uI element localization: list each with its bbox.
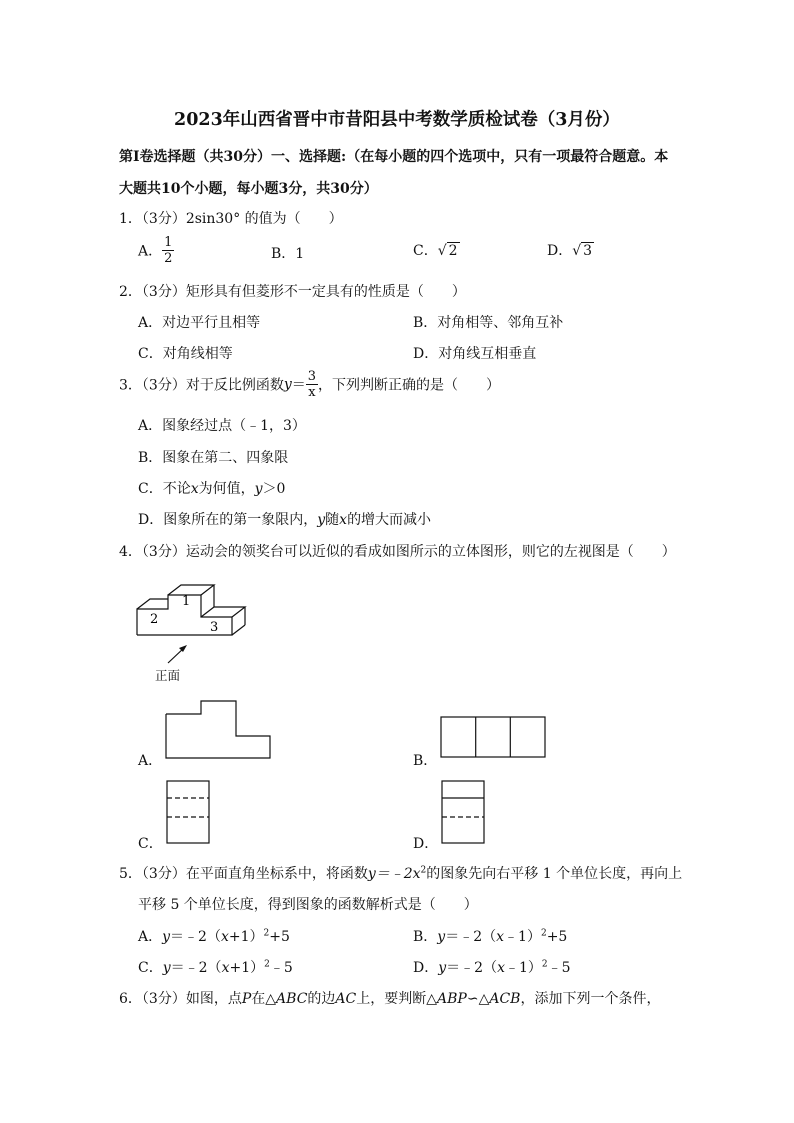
triangle-abp: ABP — [437, 991, 467, 1007]
text: ＝﹣2（ — [170, 960, 222, 976]
text: C．不论 — [138, 481, 191, 497]
var-y: y — [437, 929, 446, 945]
q1-option-d — [547, 240, 594, 260]
q3-option-a: A．图象经过点（﹣1，3） — [138, 418, 306, 434]
q1-option-b: B．1 — [271, 246, 305, 262]
podium-top-2 — [137, 599, 168, 609]
sqrt: √ 3 — [572, 243, 593, 259]
var-x: x — [496, 929, 505, 945]
text: D． — [413, 960, 439, 976]
q1-option-c — [413, 240, 460, 260]
var-x: x — [339, 512, 348, 528]
equals: ＝ — [291, 377, 306, 394]
q2-option-c: C．对角线相等 — [138, 346, 233, 362]
text: ﹣5 — [547, 960, 571, 976]
question-4-stem: 4．（3分）运动会的领奖台可以近似的看成如图所示的立体图形，则它的左视图是（ ） — [119, 544, 676, 560]
text: B． — [413, 929, 438, 945]
exponent: 2 — [420, 865, 427, 876]
text: +5 — [546, 929, 568, 945]
text: ＞0 — [262, 481, 286, 497]
triangle-abc: ABC — [276, 991, 308, 1007]
podium-figure — [130, 565, 255, 690]
q4-option-a-label: A． — [138, 753, 163, 769]
podium-label-2: 2 — [150, 612, 159, 627]
text: 的增大而减小 — [347, 512, 432, 528]
front-label: 正面 — [155, 668, 181, 683]
function-expr: y＝﹣2x — [367, 866, 421, 882]
text: ，添加下列一个条件， — [520, 991, 661, 1007]
q5-option-b — [413, 926, 567, 946]
var-x: x — [190, 481, 199, 497]
stem-text: 的图象先向右平移 1 个单位长度，再向上 — [426, 866, 683, 882]
text: ﹣1） — [504, 929, 541, 945]
text: ﹣1） — [504, 960, 542, 976]
text: 为何值， — [198, 481, 255, 497]
q5-option-c — [138, 957, 293, 977]
q4-option-b-label: B． — [413, 753, 438, 769]
text: 的边 — [307, 991, 336, 1007]
triangle-acb: ACB — [489, 991, 521, 1007]
podium-label-3: 3 — [210, 620, 219, 635]
text: 在△ — [251, 991, 277, 1007]
question-1-stem: 1．（3分）2sin30° 的值为（ ） — [119, 211, 343, 227]
var-y: y — [254, 481, 263, 497]
text: 6．（3分）如图，点 — [119, 991, 242, 1007]
exponent: 2 — [540, 928, 547, 939]
exponent: 2 — [263, 928, 270, 939]
exponent: 2 — [541, 959, 548, 970]
podium-top-1 — [168, 585, 214, 595]
section-header-line1: 第Ⅰ卷选择题（共30分）一、选择题:（在每小题的四个选项中，只有一项最符合题意。本 — [119, 149, 669, 165]
option-label: A． — [138, 243, 163, 260]
var-x: x — [220, 929, 229, 945]
text: ＝﹣2（ — [446, 960, 498, 976]
var-y: y — [317, 512, 326, 528]
q4-option-a-figure — [165, 700, 275, 762]
stem-text: 3．（3分）对于反比例函数 — [119, 377, 284, 394]
q3-option-b: B．图象在第二、四象限 — [138, 450, 289, 466]
question-2-stem: 2．（3分）矩形具有但菱形不一定具有的性质是（ ） — [119, 284, 466, 300]
q2-option-d: D．对角线互相垂直 — [413, 346, 537, 362]
text: C． — [138, 960, 163, 976]
q2-option-b: B．对角相等、邻角互补 — [413, 315, 564, 331]
option-label: C． — [413, 243, 438, 259]
q4-option-d-label: D． — [413, 836, 439, 852]
q4-option-d-figure — [441, 780, 487, 846]
text: ﹣5 — [269, 960, 293, 976]
text: +1） — [228, 929, 264, 945]
q5-option-d — [413, 957, 571, 977]
exponent: 2 — [264, 959, 270, 970]
text: +1） — [229, 960, 265, 976]
var-y: y — [162, 960, 171, 976]
question-5-stem-line2: 平移 5 个单位长度，得到图象的函数解析式是（ ） — [138, 897, 478, 913]
podium-label-1: 1 — [182, 594, 191, 609]
question-5-stem — [119, 863, 682, 883]
text: ＝﹣2（ — [445, 929, 497, 945]
q4-option-b-figure — [440, 716, 548, 760]
q3-option-c — [138, 478, 285, 498]
text: D．图象所在的第一象限内， — [138, 512, 318, 528]
var-x: x — [221, 960, 230, 976]
page-title: 2023年山西省晋中市昔阳县中考数学质检试卷（3月份） — [174, 110, 620, 130]
q2-option-a: A．对边平行且相等 — [138, 315, 261, 331]
q1-option-a — [138, 235, 174, 266]
segment-ac: AC — [335, 991, 357, 1007]
fraction-numerator: 3 — [307, 369, 317, 384]
var-x: x — [497, 960, 505, 976]
question-3-stem — [119, 369, 500, 400]
var-y: y — [283, 376, 292, 393]
text: A． — [138, 929, 163, 945]
text: 上，要判断△ — [356, 991, 438, 1007]
fraction-denominator: 2 — [164, 251, 173, 266]
text: 随 — [325, 512, 340, 528]
text: +5 — [269, 929, 290, 945]
var-p: P — [241, 991, 252, 1007]
fraction-numerator: 1 — [164, 235, 173, 250]
radicand: 2 — [448, 243, 458, 259]
var-y: y — [162, 929, 171, 945]
q4-option-c-label: C． — [138, 836, 163, 852]
sqrt: √ 2 — [437, 243, 458, 259]
text: ＝﹣2（ — [170, 929, 221, 945]
fraction — [306, 369, 318, 400]
q5-option-a — [138, 926, 290, 946]
stem-text: 5．（3分）在平面直角坐标系中，将函数 — [119, 866, 368, 882]
option-label: D． — [547, 243, 573, 259]
section-header-line2: 大题共10个小题，每小题3分，共30分） — [119, 181, 378, 197]
var-y: y — [438, 960, 447, 976]
q4-option-c-figure — [166, 780, 212, 846]
fraction-denominator: x — [308, 385, 316, 400]
fraction — [162, 235, 174, 266]
stem-text: ，下列判断正确的是（ ） — [318, 377, 501, 394]
q3-option-d — [138, 509, 431, 529]
question-6-stem — [119, 988, 660, 1008]
similar-symbol: ∽△ — [466, 991, 490, 1007]
radicand: 3 — [583, 243, 593, 259]
podium-top-3 — [201, 607, 245, 617]
